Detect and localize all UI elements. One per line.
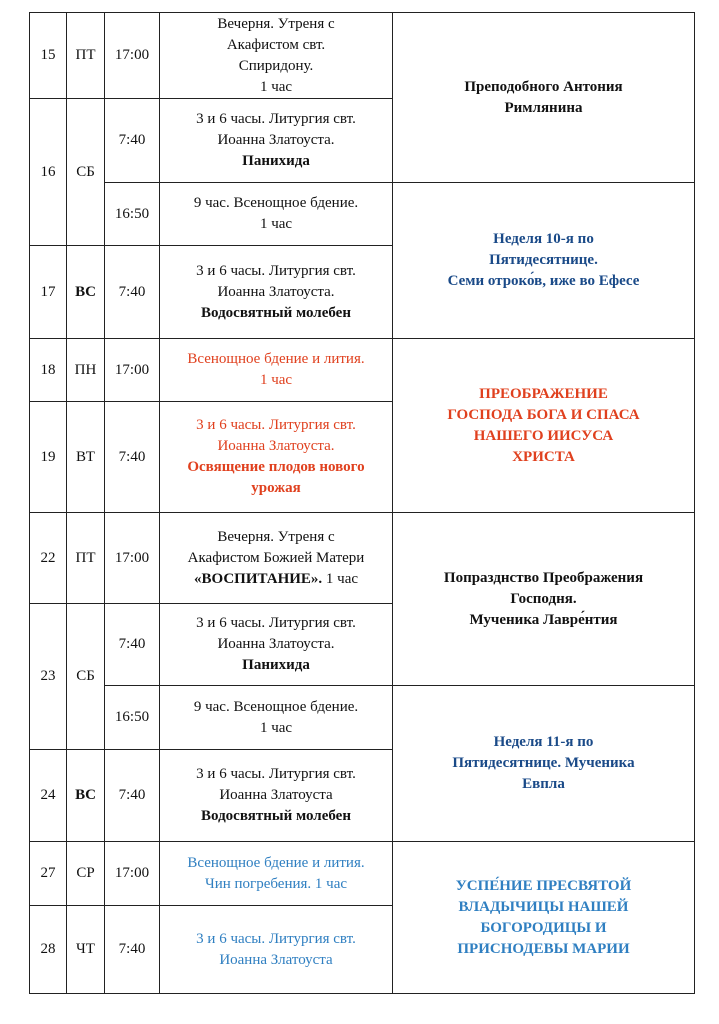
service-line: 1 час: [259, 78, 293, 95]
feast-cell: [393, 13, 695, 183]
feast-line: Мученика Лавре́нтия: [469, 611, 618, 628]
service-line-bold: урожая: [251, 480, 301, 496]
service-line: Иоанна Златоуста.: [217, 283, 335, 300]
day-number: 16: [30, 99, 67, 246]
day-number: 18: [30, 339, 67, 402]
service-description: [160, 339, 393, 402]
weekday: ПТ: [67, 513, 105, 604]
feast-line: Неделя 10-я по: [493, 231, 594, 247]
service-time: 7:40: [105, 402, 160, 513]
feast-line: ПРИСНОДЕВЫ МАРИИ: [457, 940, 630, 957]
service-description: [160, 246, 393, 339]
feast-line: ХРИСТА: [512, 448, 575, 465]
feast-line: ВЛАДЫЧИЦЫ НАШЕЙ: [458, 898, 629, 915]
feast-line: ГОСПОДА БОГА И СПАСА: [447, 406, 640, 423]
service-line: Иоанна Златоуста: [219, 787, 333, 803]
schedule-table: [29, 12, 695, 994]
service-line: Акафистом свт.: [226, 36, 326, 53]
day-number: 15: [30, 13, 67, 99]
feast-cell: [393, 513, 695, 686]
feast-line: Римлянина: [504, 99, 583, 116]
weekday: СБ: [67, 604, 105, 750]
table-row: [30, 183, 695, 246]
service-line: 3 и 6 часы. Литургия свт.: [196, 615, 356, 631]
icon-name-bold: «ВОСПИТАНИЕ».: [193, 570, 323, 587]
service-line-bold: Панихида: [242, 153, 310, 169]
service-line-bold: Освящение плодов нового: [187, 459, 365, 475]
feast-line: Пятидесятнице. Мученика: [452, 755, 635, 771]
service-line: Спиридону.: [238, 57, 314, 74]
weekday: ВТ: [67, 402, 105, 513]
service-time: 16:50: [105, 686, 160, 750]
service-time: 16:50: [105, 183, 160, 246]
day-number: 17: [30, 246, 67, 339]
table-row: [30, 686, 695, 750]
feast-cell: [393, 183, 695, 339]
feast-line: Неделя 11-я по: [493, 734, 594, 750]
service-line: Чин погребения. 1 час: [204, 875, 348, 892]
service-description: [160, 604, 393, 686]
day-number: 19: [30, 402, 67, 513]
table-row: [30, 513, 695, 604]
table-row: [30, 842, 695, 906]
service-line: Всенощное бдение и лития.: [187, 351, 365, 367]
service-time: 17:00: [105, 513, 160, 604]
feast-cell: [393, 686, 695, 842]
service-time: 7:40: [105, 246, 160, 339]
service-description: [160, 183, 393, 246]
feast-line: Господня.: [510, 590, 577, 607]
service-line: 1 час: [259, 216, 293, 232]
feast-line: Попразднство Преображения: [443, 569, 644, 586]
service-description: [160, 750, 393, 842]
service-line: Иоанна Златоуста.: [217, 438, 335, 454]
service-description: [160, 513, 393, 604]
service-description: [160, 906, 393, 994]
service-line: Иоанна Златоуста.: [217, 636, 335, 652]
table-row: [30, 13, 695, 99]
day-number: 24: [30, 750, 67, 842]
service-line: 1 час: [259, 372, 293, 388]
service-time: 7:40: [105, 99, 160, 183]
day-number: 23: [30, 604, 67, 750]
table-row: [30, 339, 695, 402]
day-number: 27: [30, 842, 67, 906]
service-time: 7:40: [105, 906, 160, 994]
day-number: 28: [30, 906, 67, 994]
weekday: СР: [67, 842, 105, 906]
weekday: СБ: [67, 99, 105, 246]
service-line: 3 и 6 часы. Литургия свт.: [196, 766, 356, 782]
service-line: Иоанна Златоуста: [219, 951, 333, 968]
service-description: [160, 402, 393, 513]
feast-cell: [393, 842, 695, 994]
feast-line: Пятидесятнице.: [489, 252, 598, 268]
service-line: Вечерня. Утреня с: [217, 15, 335, 32]
weekday: ПН: [67, 339, 105, 402]
service-line: Всенощное бдение и лития.: [187, 854, 365, 871]
feast-line: ПРЕОБРАЖЕНИЕ: [479, 385, 608, 402]
feast-line: Евпла: [522, 776, 565, 792]
service-line: Иоанна Златоуста.: [217, 132, 335, 148]
service-line-bold: Панихида: [242, 657, 310, 673]
day-number: 22: [30, 513, 67, 604]
service-line: 1 час: [259, 719, 293, 736]
weekday: ЧТ: [67, 906, 105, 994]
feast-line: УСПЕ́НИЕ ПРЕСВЯТОЙ: [455, 877, 632, 894]
service-line: 9 час. Всенощное бдение.: [193, 698, 359, 715]
service-line-bold: Водосвятный молебен: [201, 808, 351, 824]
service-line-bold: Водосвятный молебен: [201, 304, 351, 321]
service-time: 17:00: [105, 13, 160, 99]
service-duration: 1 час: [322, 570, 359, 587]
weekday: ВС: [67, 246, 105, 339]
service-line: 3 и 6 часы. Литургия свт.: [196, 417, 356, 433]
service-description: [160, 13, 393, 99]
feast-cell: [393, 339, 695, 513]
feast-line: БОГОРОДИЦЫ И: [480, 919, 607, 936]
service-description: [160, 686, 393, 750]
weekday: ВС: [67, 750, 105, 842]
service-line: Акафистом Божией Матери: [187, 549, 365, 566]
service-time: 7:40: [105, 750, 160, 842]
service-line: Вечерня. Утреня с: [217, 528, 335, 545]
feast-line: НАШЕГО ИИСУСА: [473, 427, 614, 444]
service-time: 7:40: [105, 604, 160, 686]
service-description: [160, 99, 393, 183]
weekday: ПТ: [67, 13, 105, 99]
feast-line: Семи отроко́в, иже во Ефесе: [447, 273, 640, 289]
service-line: 3 и 6 часы. Литургия свт.: [196, 930, 356, 947]
service-time: 17:00: [105, 339, 160, 402]
service-line: 9 час. Всенощное бдение.: [193, 195, 359, 211]
service-description: [160, 842, 393, 906]
service-line: 3 и 6 часы. Литургия свт.: [196, 111, 356, 127]
service-time: 17:00: [105, 842, 160, 906]
service-line: 3 и 6 часы. Литургия свт.: [196, 262, 356, 279]
service-line: [163, 569, 389, 590]
feast-line: Преподобного Антония: [464, 78, 623, 95]
